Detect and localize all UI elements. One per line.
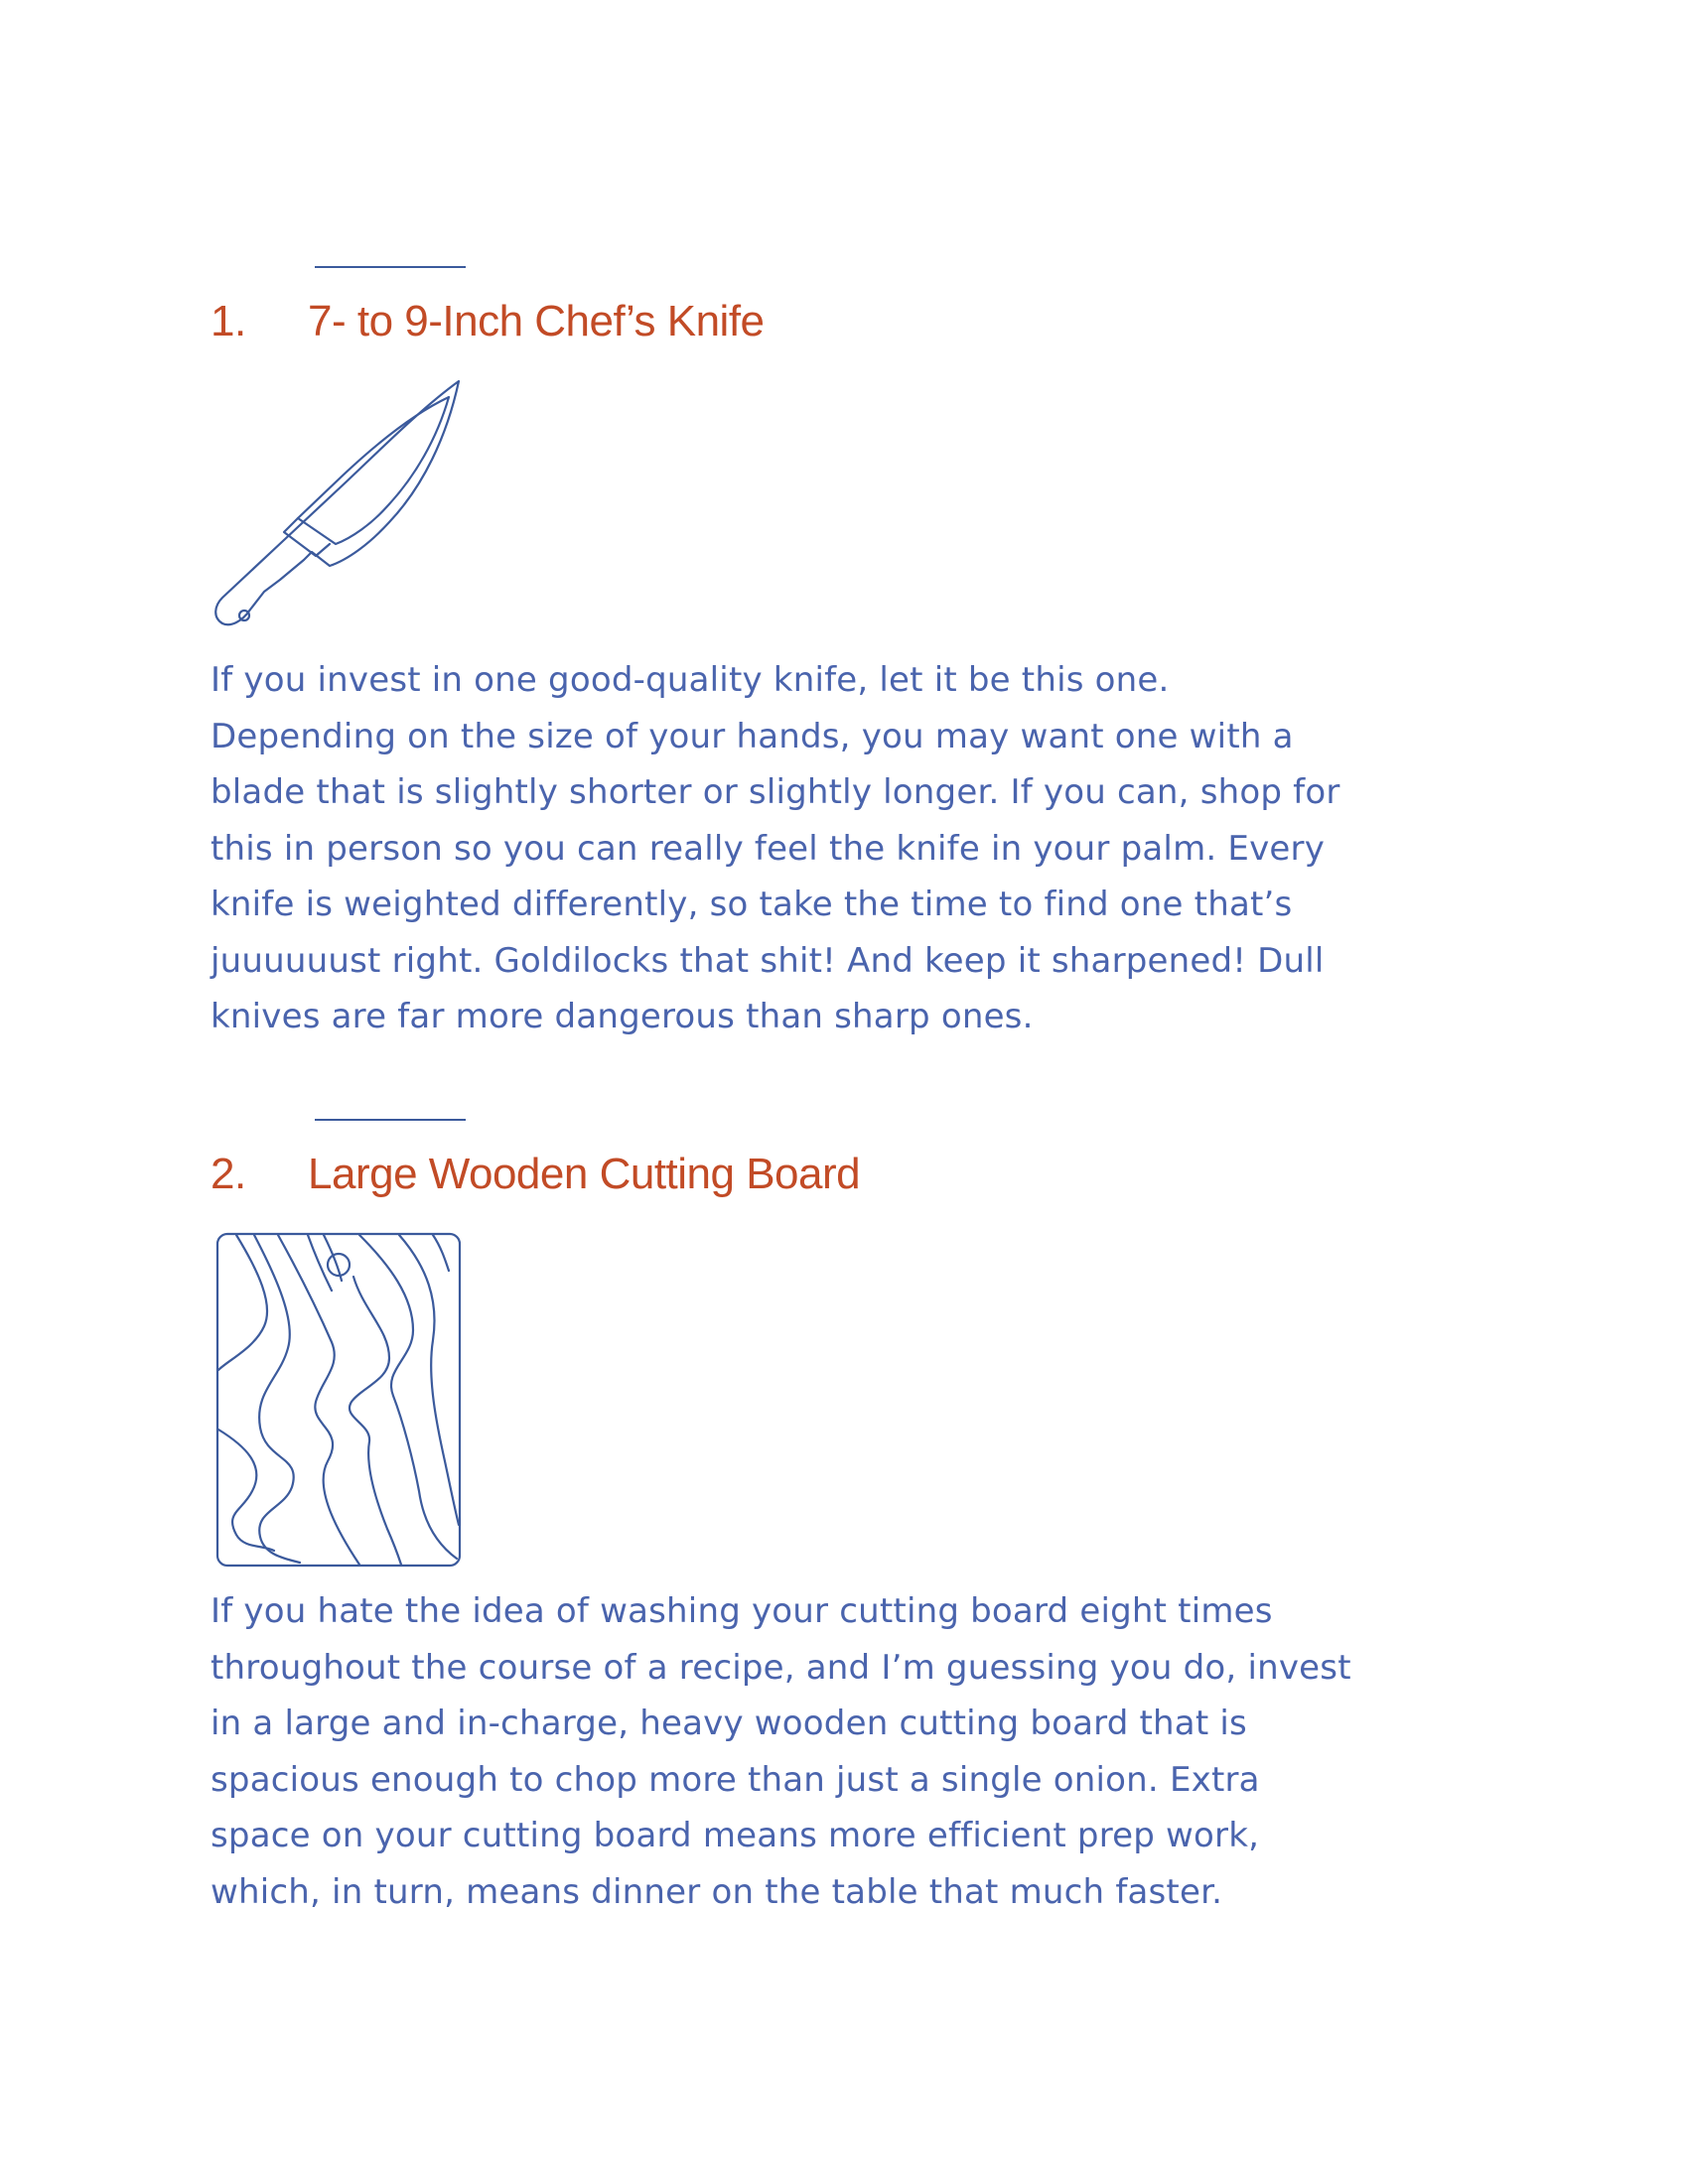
section-number: 2. bbox=[211, 1150, 246, 1198]
section-heading bbox=[211, 297, 765, 345]
body-line: spacious enough to chop more than just a single onion. Extra bbox=[211, 1759, 1260, 1800]
section-body bbox=[211, 652, 1521, 1045]
body-line: knife is weighted differently, so take the time to find one that’s bbox=[211, 885, 1293, 924]
body-line: blade that is slightly shorter or slightly longer. If you can, shop for bbox=[211, 772, 1340, 812]
cutting-board-icon bbox=[214, 1231, 463, 1569]
body-line: in a large and in-charge, heavy wooden cutting board that is bbox=[211, 1704, 1247, 1743]
section-number: 1. bbox=[211, 297, 246, 345]
section-title: Large Wooden Cutting Board bbox=[308, 1150, 861, 1198]
body-line: If you invest in one good-quality knife, let it be this one. bbox=[211, 660, 1170, 700]
body-line: throughout the course of a recipe, and I’m guessing you do, invest bbox=[211, 1647, 1351, 1688]
section-rule bbox=[315, 1119, 466, 1121]
body-line: space on your cutting board means more efficient prep work, bbox=[211, 1816, 1260, 1855]
body-line: If you hate the idea of washing your cutting board eight times bbox=[211, 1591, 1273, 1631]
body-line: Depending on the size of your hands, you may want one with a bbox=[211, 716, 1294, 756]
body-line: this in person so you can really feel the knife in your palm. Every bbox=[211, 828, 1326, 869]
body-line: knives are far more dangerous than sharp ones. bbox=[211, 997, 1034, 1036]
section-heading bbox=[211, 1150, 861, 1198]
body-line: which, in turn, means dinner on the table that much faster. bbox=[211, 1871, 1223, 1912]
section-body bbox=[211, 1583, 1521, 1920]
section-title: 7- to 9-Inch Chef’s Knife bbox=[308, 297, 765, 345]
chef-knife-icon bbox=[212, 377, 471, 637]
body-line: juuuuuust right. Goldilocks that shit! And keep it sharpened! Dull bbox=[211, 940, 1325, 981]
section-rule bbox=[315, 266, 466, 268]
